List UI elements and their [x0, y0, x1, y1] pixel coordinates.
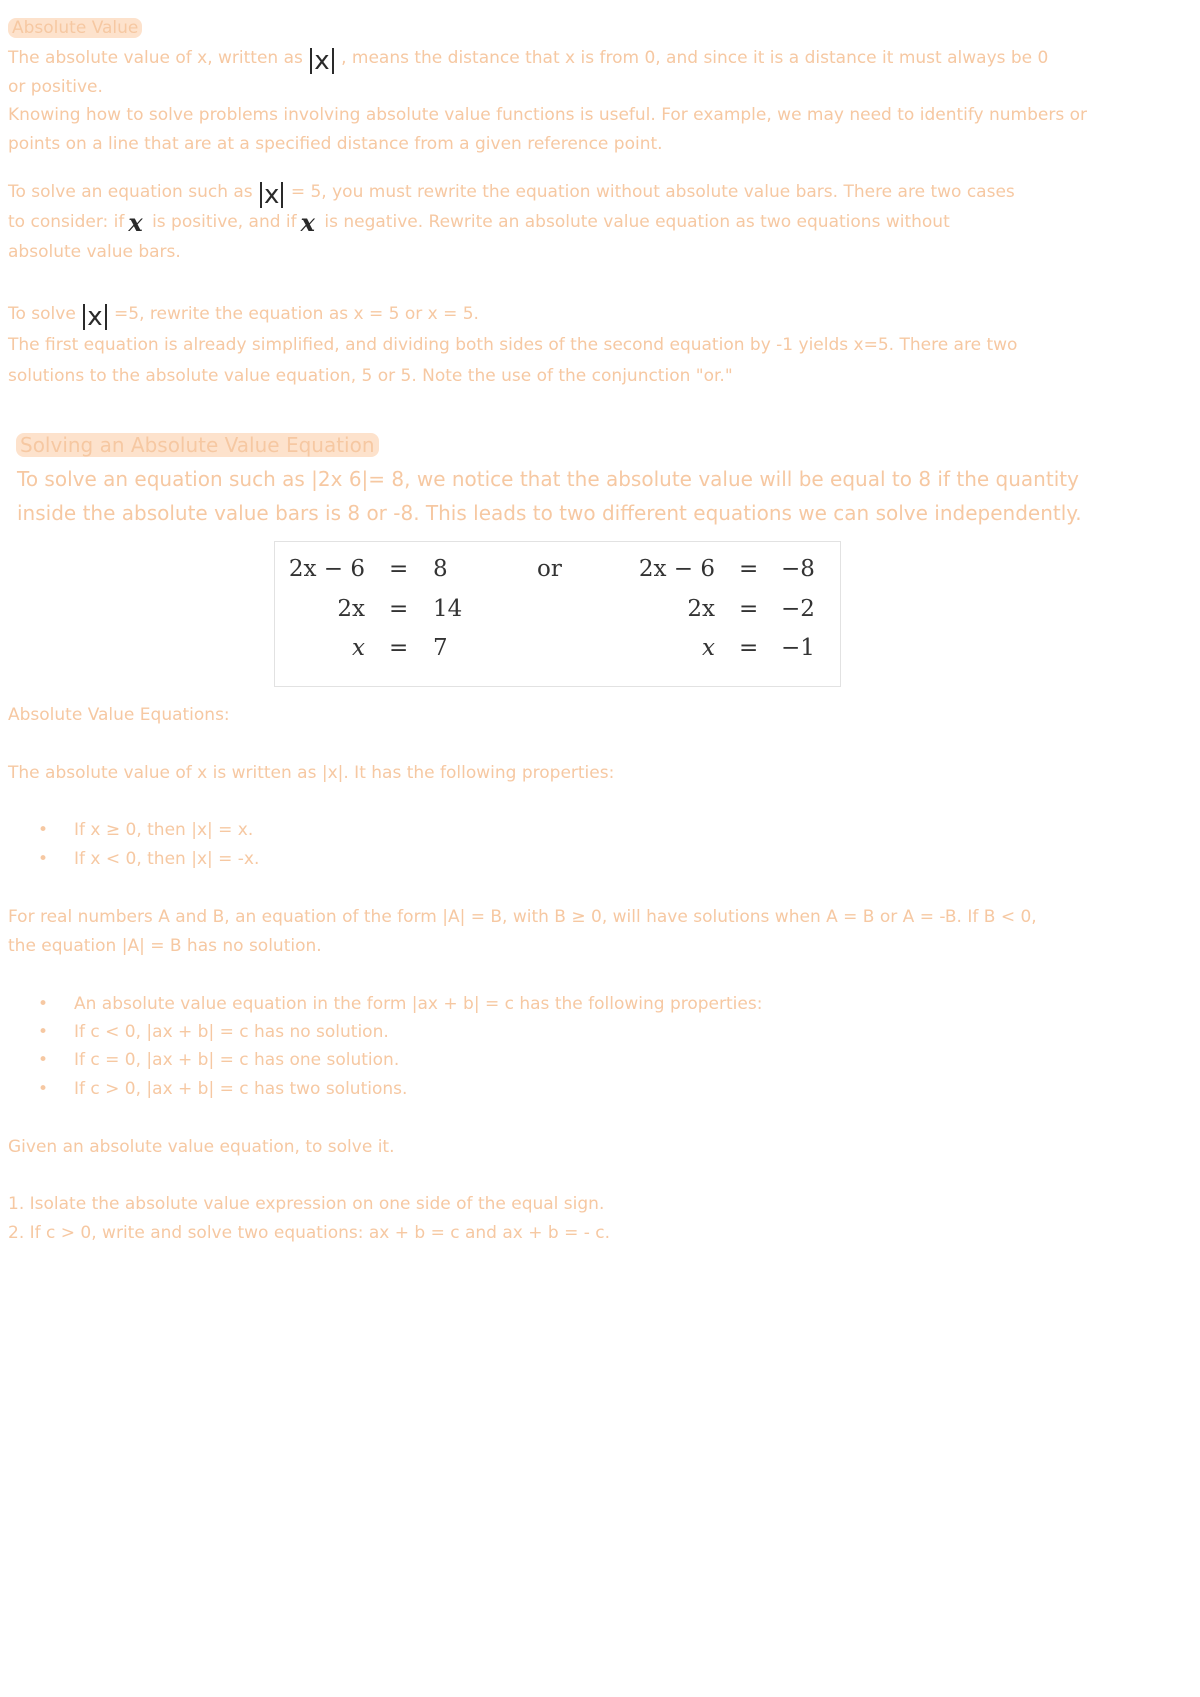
properties-intro: The absolute value of x is written as |x|. It has the following properties:	[8, 763, 615, 783]
equation-right-op: =	[739, 635, 759, 661]
paragraph-4: To solve x =5, rewrite the equation as x = 5 or x = 5.	[8, 302, 479, 332]
paragraph-2-line-1: Knowing how to solve problems involving absolute value functions is useful. For example, we may need to identify numbers or	[8, 105, 1088, 125]
step-1: 1. Isolate the absolute value expression on one side of the equal sign.	[8, 1194, 605, 1214]
equation-right-lhs: x	[702, 635, 715, 661]
equation-box	[274, 541, 841, 687]
equation-right-rhs: −8	[781, 556, 815, 582]
equation-right-lhs: 2x − 6	[638, 556, 715, 582]
paragraph-5-line-1: The first equation is already simplified, and dividing both sides of the second equation by -1 yields x=5. There are two	[8, 335, 1018, 355]
equation-left-rhs: 8	[433, 556, 448, 582]
paragraph-3-line-3: absolute value bars.	[8, 242, 181, 262]
absolute-x-symbol: x	[310, 48, 333, 74]
absolute-x-symbol: x	[260, 182, 283, 208]
real-numbers-line-1: For real numbers A and B, an equation of the form |A| = B, with B ≥ 0, will have solutions when A = B or A = -B. If B < 0,	[8, 907, 1037, 927]
document-page: Absolute Value The absolute value of x, written as x , means the distance that x is from 0, and since it is a distance it must always be 0 or positive. Knowing how to solve problems involving absolute value functions is useful. For example, we may need to identify numbers or points on a line that are at a specified distance from a given reference point. To solve an equation such as x = 5, you must rewrite the equation without absolute value bars. There are two cases to consider: if x is positive, and if x is negative. Rewrite an absolute value equation as two equations without absolute value bars. To solve x =5, rewrite the equation as x = 5 or x = 5. The first equation is already simplified, and dividing both sides of the second equation by -1 yields x=5. There are two solutions to the absolute value equation, 5 or 5. Note the use of the conjunction "or." Solving an Absolute Value Equation To solve an equation such as |2x 6|= 8, we notice that the absolute value will be equal to 8 if the quantity inside the absolute value bars is 8 or -8. This leads to two different equations we can solve independently. 2x − 6 = 8 2x = 14 x = 7 or 2x − 6 = −8 2x = −2 x = −1 Absolute Value Equations: The absolute value of x is written as |x|. It has the following properties: If x ≥ 0, then |x| = x. If x < 0, then |x| = -x. For real numbers A and B, an equation of the form |A| = B, with B ≥ 0, will have solutions when A = B or A = -B. If B < 0, the equation |A| = B has no solution. An absolute value equation in the form |ax + b| = c has the following properties: If c < 0, |ax + b| = c has no solution. If c = 0, |ax + b| = c has one solution. If c > 0, |ax + b| = c has two solutions. Given an absolute value equation, to solve it. 1. Isolate the absolute value expression on one side of the equal sign. 2. If c > 0, write and solve two equations: ax + b = c and ax + b = - c.	[0, 0, 1200, 1697]
equation-left-op: =	[389, 635, 409, 661]
variable-x: x	[128, 208, 143, 237]
given-text: Given an absolute value equation, to solve it.	[8, 1137, 395, 1157]
step-2: 2. If c > 0, write and solve two equations: ax + b = c and ax + b = - c.	[8, 1223, 611, 1243]
paragraph-3-line-1: To solve an equation such as x = 5, you must rewrite the equation without absolute value bars. There are two cases	[8, 180, 1015, 210]
equation-left-lhs: 2x	[337, 596, 365, 622]
equation-left-lhs: 2x − 6	[288, 556, 365, 582]
equation-right-rhs: −2	[781, 596, 815, 622]
solving-paragraph-line-1: To solve an equation such as |2x 6|= 8, we notice that the absolute value will be equal to 8 if the quantity	[17, 467, 1079, 491]
equation-left-lhs: x	[352, 635, 365, 661]
equation-right-op: =	[739, 556, 759, 582]
equation-left-rhs: 7	[433, 635, 448, 661]
paragraph-1-line-2: or positive.	[8, 77, 103, 97]
paragraph-3-line-2: to consider: if x is positive, and if x is negative. Rewrite an absolute value equation as two equations without	[8, 208, 950, 237]
paragraph-5-line-2: solutions to the absolute value equation, 5 or 5. Note the use of the conjunction "or."	[8, 366, 733, 386]
paragraph-2-line-2: points on a line that are at a specified distance from a given reference point.	[8, 134, 663, 154]
section-title-absolute-value: Absolute Value	[8, 14, 142, 43]
solving-paragraph-line-2: inside the absolute value bars is 8 or -8. This leads to two different equations we can solve independently.	[17, 501, 1082, 525]
equation-right-rhs: −1	[781, 635, 815, 661]
section-title-solving: Solving an Absolute Value Equation	[16, 430, 379, 460]
equation-right-op: =	[739, 596, 759, 622]
equation-right-lhs: 2x	[687, 596, 715, 622]
equation-connector-or: or	[537, 556, 562, 582]
absolute-x-symbol: x	[83, 304, 106, 330]
paragraph-1-line-1: The absolute value of x, written as x , means the distance that x is from 0, and since it is a distance it must always be 0	[8, 46, 1049, 76]
equation-left-op: =	[389, 556, 409, 582]
equation-left-op: =	[389, 596, 409, 622]
variable-x: x	[300, 208, 315, 237]
section-title-equations: Absolute Value Equations:	[8, 705, 230, 725]
equation-left-rhs: 14	[433, 596, 463, 622]
real-numbers-line-2: the equation |A| = B has no solution.	[8, 936, 322, 956]
